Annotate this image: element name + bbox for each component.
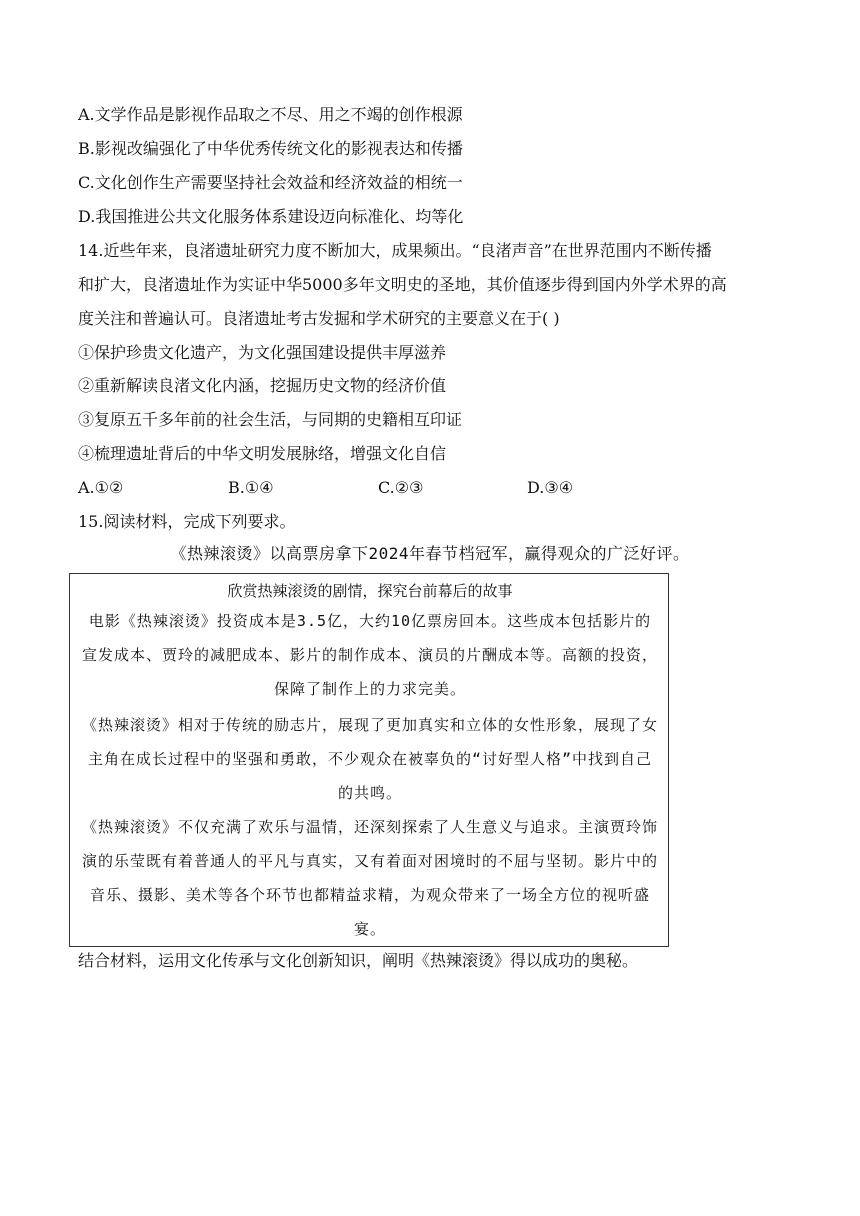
q15-task: 结合材料，运用文化传承与文化创新知识，阐明《热辣滚烫》得以成功的奥秘。: [78, 951, 639, 970]
q14-option-a: A.①②: [78, 478, 124, 497]
q14-stem-line1: 14.近些年来，良渚遗址研究力度不断加大，成果频出。“良渚声音”在世界范围内不断传播: [78, 241, 712, 260]
q15-material-box: [69, 573, 669, 947]
q14-item-3: ③复原五千多年前的社会生活，与同期的史籍相互印证: [78, 410, 463, 429]
material-box-title: 欣赏热辣滚烫的剧情，探究台前幕后的故事: [227, 582, 513, 600]
q14-item-2: ②重新解读良渚文化内涵，挖掘历史文物的经济价值: [78, 376, 447, 395]
q14-answer-options: [78, 477, 638, 499]
q14-option-d: D.③④: [527, 478, 574, 497]
material-paragraph-1: 电影《热辣滚烫》投资成本是3.5亿，大约10亿票房回本。这些成本包括影片的宣发成本、贾玲的减肥成本、影片的制作成本、演员的片酬成本等。高额的投资，保障了制作上的力求完美。: [82, 612, 659, 698]
q14-stem-line2: 和扩大，良渚遗址作为实证中华5000多年文明史的圣地，其价值逐步得到国内外学术界的高: [78, 275, 727, 294]
q14-stem-line3: 度关注和普遍认可。良渚遗址考古发掘和学术研究的主要意义在于( ): [78, 309, 560, 328]
q14-option-b: B.①④: [228, 478, 274, 497]
q13-option-d: D.我国推进公共文化服务体系建设迈向标准化、均等化: [78, 207, 464, 226]
material-paragraph-2: 《热辣滚烫》相对于传统的励志片，展现了更加真实和立体的女性形象，展现了女主角在成长过程中的坚强和勇敢，不少观众在被辜负的“讨好型人格”中找到自己的共鸣。: [82, 716, 659, 802]
q13-option-c: C.文化创作生产需要坚持社会效益和经济效益的相统一: [78, 173, 463, 192]
q13-option-b: B.影视改编强化了中华优秀传统文化的影视表达和传播: [78, 139, 463, 158]
q14-item-1: ①保护珍贵文化遗产，为文化强国建设提供丰厚滋养: [78, 343, 447, 362]
q14-item-4: ④梳理遗址背后的中华文明发展脉络，增强文化自信: [78, 444, 447, 463]
q14-option-c: C.②③: [378, 478, 424, 497]
q15-stem: 15.阅读材料，完成下列要求。: [78, 512, 296, 531]
material-paragraph-3: 《热辣滚烫》不仅充满了欢乐与温情，还深刻探索了人生意义与追求。主演贾玲饰演的乐莹既有着普通人的平凡与真实，又有着面对困境时的不屈与坚韧。影片中的音乐、摄影、美术等各个环节也都精益求精，为观众带来了一场全方位的视听盛宴。: [82, 818, 659, 938]
q15-material-subtitle: 《热辣滚烫》以高票房拿下2024年春节档冠军，赢得观众的广泛好评。: [170, 544, 690, 563]
q13-option-a: A.文学作品是影视作品取之不尽、用之不竭的创作根源: [78, 105, 463, 124]
